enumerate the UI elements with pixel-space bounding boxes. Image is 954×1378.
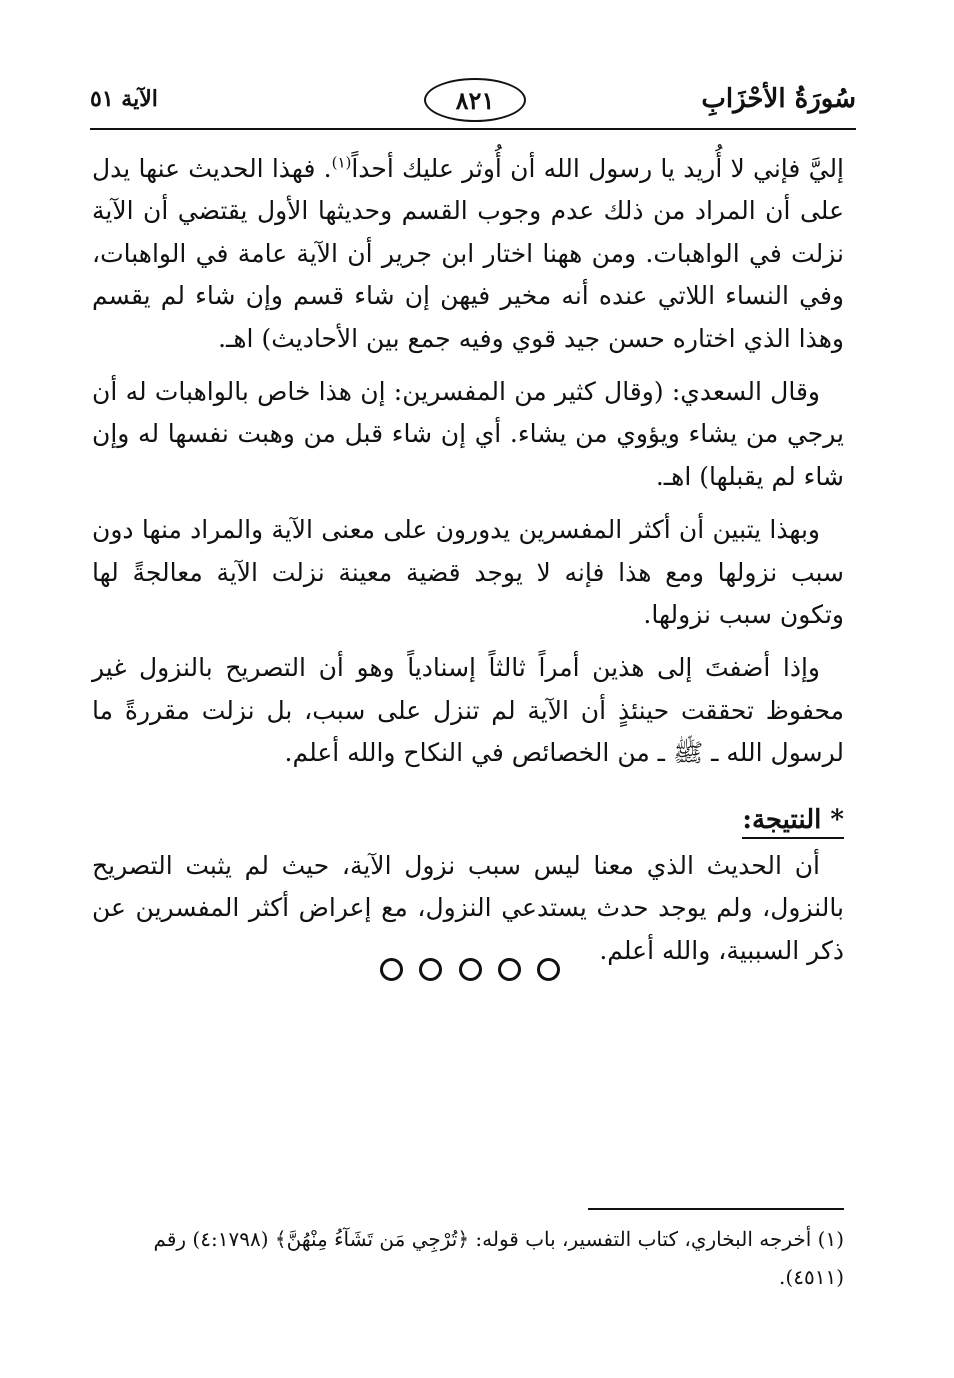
footnote-line-2: (٤٥١١).: [779, 1265, 844, 1289]
divider-circle: [380, 958, 403, 981]
footnote-rule: [588, 1208, 844, 1210]
paragraph-1-text: إليَّ فإني لا أُريد يا رسول الله أن أُوثر عليك أحداً: [351, 154, 845, 183]
ayah-label: الآية ٥١: [90, 86, 158, 112]
paragraph-4: وإذا أضفتَ إلى هذين أمراً ثالثاً إسنادياً وهو أن التصريح بالنزول غير محفوظ تحققت حينئذٍ أن الآية لم تنزل على سبب، بل نزلت مقررةً ما لرسول الله ـ ﷺ ـ من الخصائص في النكاح والله أعلم.: [92, 653, 844, 768]
paragraph-1-rest: . فهذا الحديث عنها يدل على أن المراد من ذلك عدم وجوب القسم وحديثها الأول يقتضي أن الآية نزلت في الواهبات. ومن ههنا اختار ابن جرير أن الآية عامة في الواهبات، وفي النساء اللاتي عنده أنه مخير فيهن إن شاء قسم وإن شاء لم يقسم وهذا الذي اختاره حسن جيد قوي وفيه جمع بين الأحاديث) اهـ.: [92, 154, 844, 353]
footnote-line-1: (١) أخرجه البخاري، كتاب التفسير، باب قوله: ﴿تُرْجِي مَن تَشَآءُ مِنْهُنَّ﴾ (٤:١٧٩٨) رقم: [153, 1227, 844, 1251]
main-text: [92, 148, 844, 983]
paragraph-2: وقال السعدي: (وقال كثير من المفسرين: إن هذا خاص بالواهبات له أن يرجي من يشاء ويؤوي من يشاء. أي إن شاء قبل من وهبت نفسها له وإن شاء لم يقبلها) اهـ.: [92, 377, 844, 491]
surah-title: سُورَةُ الأحْزَابِ: [701, 84, 856, 114]
page-header: [90, 78, 856, 126]
divider-circle: [537, 958, 560, 981]
page-number: ٨٢١: [455, 85, 495, 115]
divider-circle: [419, 958, 442, 981]
header-rule: [90, 128, 856, 130]
page-number-oval: [424, 78, 526, 122]
paragraph-5: أن الحديث الذي معنا ليس سبب نزول الآية، حيث لم يثبت التصريح بالنزول، ولم يوجد حدث يستدعي النزول، مع إعراض أكثر المفسرين عن ذكر السببية، والله أعلم.: [92, 850, 844, 965]
paragraph-3: وبهذا يتبين أن أكثر المفسرين يدورون على معنى الآية والمراد منها دون سبب نزولها ومع هذا فإنه لا يوجد قضية معينة نزلت الآية معالجةً لها وتكون سبب نزولها.: [92, 515, 844, 630]
paragraph-1: [92, 148, 844, 360]
section-divider: [380, 958, 560, 981]
footnote: [92, 1220, 844, 1296]
divider-circle: [498, 958, 521, 981]
footnote-ref: (١): [331, 153, 352, 172]
result-heading: [92, 801, 844, 839]
divider-circle: [459, 958, 482, 981]
result-heading-text: * النتيجة:: [742, 805, 844, 839]
